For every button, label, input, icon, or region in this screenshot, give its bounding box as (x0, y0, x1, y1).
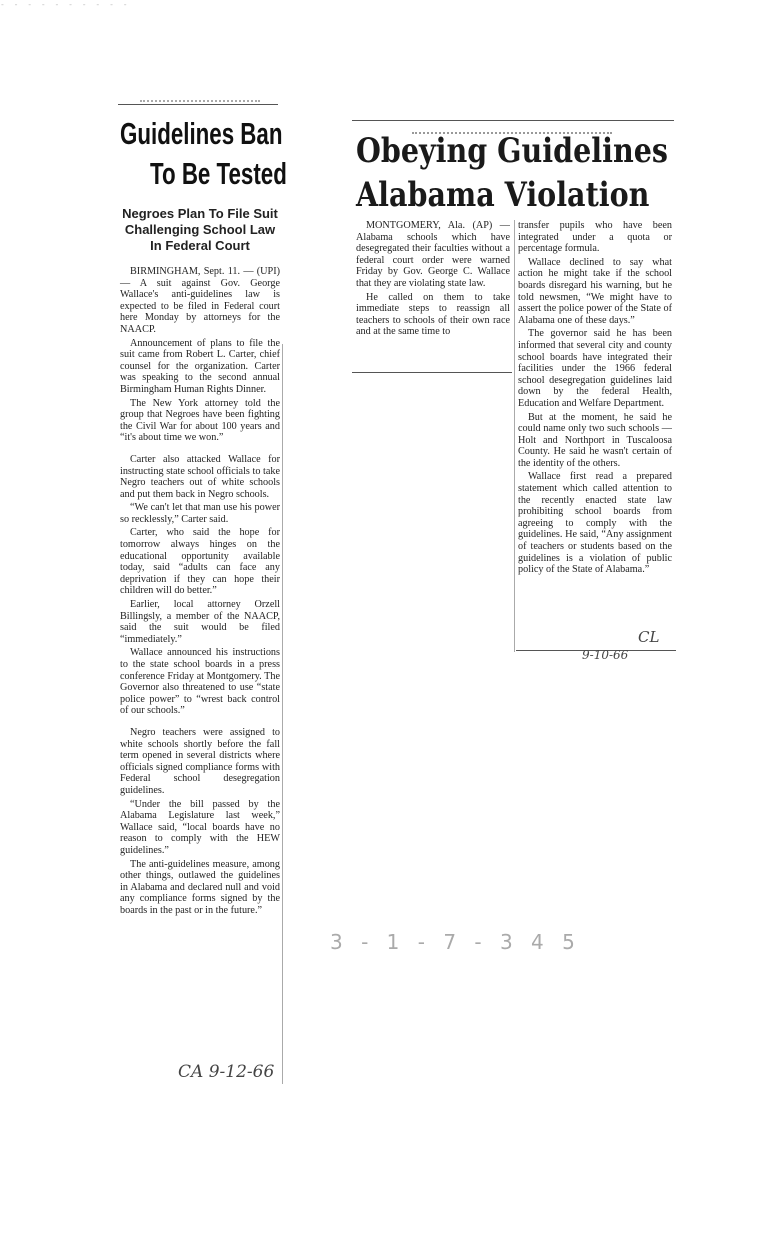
column-divider (514, 220, 515, 652)
handwritten-note: CA 9-12-66 (178, 1062, 275, 1082)
paragraph: But at the moment, he said he could name only two such schools — Holt and Northport in Tuscaloosa County. He said he wasn't certain of the identity of the others. (518, 411, 672, 469)
paragraph: “We can't let that man use his power so recklessly,” Carter said. (120, 502, 280, 525)
headline-line-2: Alabama Violation (356, 175, 650, 215)
headline-line-1: Obeying Guidelines (356, 131, 669, 171)
paragraph: Negro teachers were assigned to white schools shortly before the fall term opened in several districts where officials signed compliance forms with Federal school desegregation guidelines. (120, 726, 280, 796)
top-rule (118, 104, 278, 105)
article-column-1 (356, 220, 510, 340)
paragraph: The New York attorney told the group that Negroes have been fighting the Civil War for about 100 years and “it's about time we won.” (120, 397, 280, 444)
paragraph: transfer pupils who have been integrated under a quota or percentage formula. (518, 220, 672, 255)
paragraph: Carter also attacked Wallace for instructing state school officials to take Negro teachers out of white schools and put them back in Negro schools. (120, 453, 280, 500)
subheadline (120, 206, 280, 254)
paragraph: Carter, who said the hope for tomorrow always hinges on the educational opportunity available today, said “adults can face any deprivation if they can hope their children will do better.” (120, 527, 280, 597)
paragraph: Announcement of plans to file the suit came from Robert L. Carter, chief counsel for the organization. Carter was speaking to the second annual Birmingham Human Rights Dinner. (120, 337, 280, 395)
left-clipping (118, 104, 287, 1094)
right-edge-rule (282, 344, 283, 1084)
subhead-line-1: Negroes Plan To File Suit (122, 206, 278, 221)
right-clipping (352, 120, 678, 660)
paragraph: BIRMINGHAM, Sept. 11. — (UPI) — A suit against Gov. George Wallace's anti-guidelines law is expected to be filed in Federal court here Monday by attorneys for the NAACP. (120, 266, 280, 335)
headline (356, 131, 686, 224)
column-1-bottom-rule (352, 372, 512, 373)
headline-line-2: To Be Tested (150, 156, 287, 191)
corner-marks: - - - - - - - - - - (0, 0, 130, 9)
pencil-archive-number: 3 - 1 - 7 - 3 4 5 (330, 930, 581, 954)
paragraph: Wallace first read a prepared statement which called attention to the recently enacted state law prohibiting school boards from agreeing to comply with the guidelines. He said, “Any assignment of teachers or students based on the guidelines is a violation of public policy of the State of Alabama.” (518, 471, 672, 576)
paragraph: The governor said he has been informed that several city and county school boards have integrated their facilities under the 1966 federal school desegregation guidelines laid down by the federal Health, Education and Welfare Department. (518, 328, 672, 409)
top-rule (352, 120, 674, 121)
paragraph: Wallace announced his instructions to the state school boards in a press conference Friday at Montgomery. The Governor also threatened to use “state police power” to “wrest back control of our schools.” (120, 647, 280, 717)
article-body (120, 266, 280, 918)
handwritten-initials: CL (638, 628, 660, 646)
headline (120, 118, 340, 198)
headline-line-1: Guidelines Ban (120, 116, 283, 151)
paragraph: He called on them to take immediate steps to reassign all teachers to schools of their own race and at the same time to (356, 291, 510, 338)
subhead-line-3: In Federal Court (150, 238, 250, 253)
subhead-line-2: Challenging School Law (124, 222, 276, 237)
paragraph: “Under the bill passed by the Alabama Legislature last week,” Wallace said, “local boards have no reason to comply with the HEW guidelines.” (120, 798, 280, 856)
handwritten-date: 9-10-66 (582, 648, 629, 662)
masthead-smudge (140, 100, 260, 102)
paragraph: Earlier, local attorney Orzell Billingsly, a member of the NAACP, said the suit would be filed “immediately.” (120, 599, 280, 645)
paragraph: Wallace declined to say what action he might take if the school boards disregard his warning, but he told newsmen, “We might have to assert the police power of the State of Alabama one of these days.” (518, 256, 672, 326)
paragraph: MONTGOMERY, Ala. (AP) — Alabama schools which have desegregated their faculties without a federal court order were warned Friday by Gov. George C. Wallace that they are violating state law. (356, 220, 510, 289)
article-column-2 (518, 220, 672, 578)
paragraph: The anti-guidelines measure, among other things, outlawed the guidelines in Alabama and declared null and void any compliance forms signed by the boards in the past or in the future.” (120, 858, 280, 916)
